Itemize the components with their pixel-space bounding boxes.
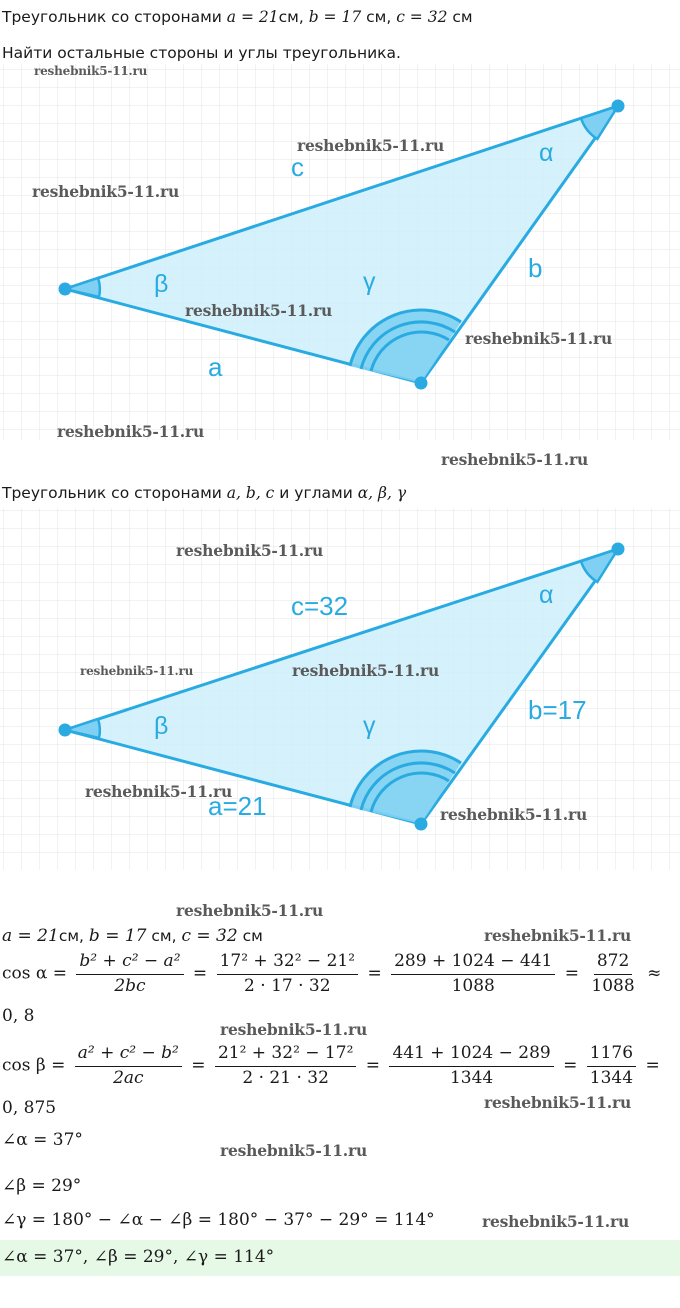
angle-gamma-label: γ (363, 268, 376, 296)
side-a-value: a = 21 (226, 8, 279, 26)
fraction-numerator: b² + c² − a² (76, 952, 183, 975)
watermark-text: reshebnik5-11.ru (465, 329, 613, 348)
unit-label: см, (146, 927, 182, 945)
watermark-text: reshebnik5-11.ru (34, 64, 148, 78)
given-a: a = 21 (2, 926, 59, 946)
angle-beta-label: β (154, 712, 169, 740)
fraction (75, 1044, 182, 1088)
side-b-label: b (528, 253, 543, 283)
problem-statement (2, 8, 473, 26)
side-c-label: c=32 (291, 591, 349, 621)
fraction-numerator: 17² + 32² − 21² (217, 952, 358, 975)
watermark-text: reshebnik5-11.ru (80, 664, 194, 678)
watermark-text: reshebnik5-11.ru (297, 136, 445, 155)
watermark-text: reshebnik5-11.ru (484, 1093, 632, 1112)
vertex-point (59, 283, 72, 296)
fraction (217, 952, 358, 996)
section-2-mid: и углами (274, 484, 358, 502)
angle-gamma-label: γ (363, 712, 376, 740)
triangle-diagram-1 (0, 64, 680, 440)
answer-text: ∠α = 37°, ∠β = 29°, ∠γ = 114° (2, 1247, 275, 1267)
unit-label: см, (278, 8, 309, 26)
fraction-denominator: 1344 (589, 1067, 634, 1088)
vertex-point (59, 724, 72, 737)
watermark-text: reshebnik5-11.ru (85, 782, 233, 801)
fraction-denominator: 1088 (451, 975, 495, 996)
watermark-text: reshebnik5-11.ru (32, 182, 180, 201)
equals-sign: = (645, 1055, 660, 1076)
fraction-numerator: 289 + 1024 − 441 (391, 952, 555, 975)
watermark-text: reshebnik5-11.ru (440, 805, 588, 824)
angle-beta-label: β (154, 270, 169, 298)
angles-list: α, β, γ (357, 484, 407, 502)
angle-gamma-value: ∠γ = 180° − ∠α − ∠β = 180° − 37° − 29° = 114° (2, 1210, 435, 1230)
fraction-denominator: 2ac (113, 1067, 144, 1088)
fraction-numerator: a² + c² − b² (75, 1044, 182, 1067)
fraction-denominator: 2 · 21 · 32 (242, 1067, 329, 1088)
cos-beta-lhs: cos β = (2, 1055, 66, 1076)
fraction (588, 952, 637, 996)
fraction-numerator: 441 + 1024 − 289 (389, 1044, 553, 1067)
watermark-text: reshebnik5-11.ru (57, 422, 205, 441)
watermark-text: reshebnik5-11.ru (176, 541, 324, 560)
fraction (389, 1044, 553, 1088)
given-c: c = 32 (181, 926, 238, 946)
side-b-value: b = 17 (308, 8, 362, 26)
given-values (2, 926, 263, 946)
watermark-text: reshebnik5-11.ru (185, 301, 333, 320)
sides-list: a, b, c (226, 484, 275, 502)
vertex-point (415, 377, 428, 390)
cos-alpha-lhs: cos α = (2, 963, 68, 984)
vertex-point (612, 543, 625, 556)
angle-alpha-label: α (539, 139, 554, 167)
fraction (215, 1044, 356, 1088)
unit-label: см (237, 927, 263, 945)
task-text: Найти остальные стороны и углы треугольника. (2, 44, 401, 62)
cos-beta-result: 0, 875 (2, 1098, 57, 1118)
side-a-label: a (208, 352, 223, 382)
angle-alpha-label: α (539, 581, 554, 609)
angle-beta-value: ∠β = 29° (2, 1176, 82, 1196)
angle-alpha-value: ∠α = 37° (2, 1130, 83, 1150)
fraction-denominator: 2 · 17 · 32 (244, 975, 331, 996)
fraction-numerator: 1176 (587, 1044, 636, 1067)
side-c-value: c = 32 (396, 8, 448, 26)
watermark-text: reshebnik5-11.ru (220, 1020, 368, 1039)
fraction-denominator: 1344 (449, 1067, 494, 1088)
fraction (76, 952, 183, 996)
section-2-text (2, 484, 406, 502)
vertex-point (612, 100, 625, 113)
watermark-text: reshebnik5-11.ru (292, 661, 440, 680)
statement-prefix: Треугольник со сторонами (2, 8, 227, 26)
fraction-numerator: 872 (594, 952, 632, 975)
section-2-prefix: Треугольник со сторонами (2, 484, 227, 502)
watermark-text: reshebnik5-11.ru (220, 1141, 368, 1160)
side-b-label: b=17 (528, 695, 587, 725)
vertex-point (415, 818, 428, 831)
fraction-numerator: 21² + 32² − 17² (215, 1044, 356, 1067)
fraction (391, 952, 555, 996)
cos-beta-formula: cos β = $\frac{\text{a² + c² − b²}}{2ac}$ = $\frac{\text{21² + 32² − 17²}}{2 \cdot 21 \cdot 32}$ = $\frac{441 + 1024 - 289}{1344}$ = $\frac{1176}{1344}$ = (2, 1043, 660, 1088)
unit-label: см (447, 8, 473, 26)
fraction-denominator: 1088 (591, 975, 635, 996)
fraction-denominator: 2bc (114, 975, 146, 996)
side-a-label: a=21 (208, 791, 267, 821)
unit-label: см, (361, 8, 397, 26)
watermark-text: reshebnik5-11.ru (482, 1212, 630, 1231)
watermark-text: reshebnik5-11.ru (484, 926, 632, 945)
fraction (587, 1044, 636, 1088)
side-c-label: c (291, 152, 304, 182)
watermark-text: reshebnik5-11.ru (176, 901, 324, 920)
approx-sign: ≈ (647, 963, 662, 984)
cos-alpha-result: 0, 8 (2, 1006, 35, 1026)
unit-label: см, (58, 927, 89, 945)
given-b: b = 17 (88, 926, 147, 946)
cos-alpha-formula: cos α = $\frac{\text{b² + c² − a²}}{2bc}$ = $\frac{\text{17² + 32² − 21²}}{2 \cdot 17 \cdot 32}$ = $\frac{289 + 1024 - 441}{1088}$ = $\frac{872}{1088}$ ≈ (2, 951, 662, 996)
triangle-figure-1 (0, 64, 680, 440)
watermark-text: reshebnik5-11.ru (441, 450, 589, 469)
